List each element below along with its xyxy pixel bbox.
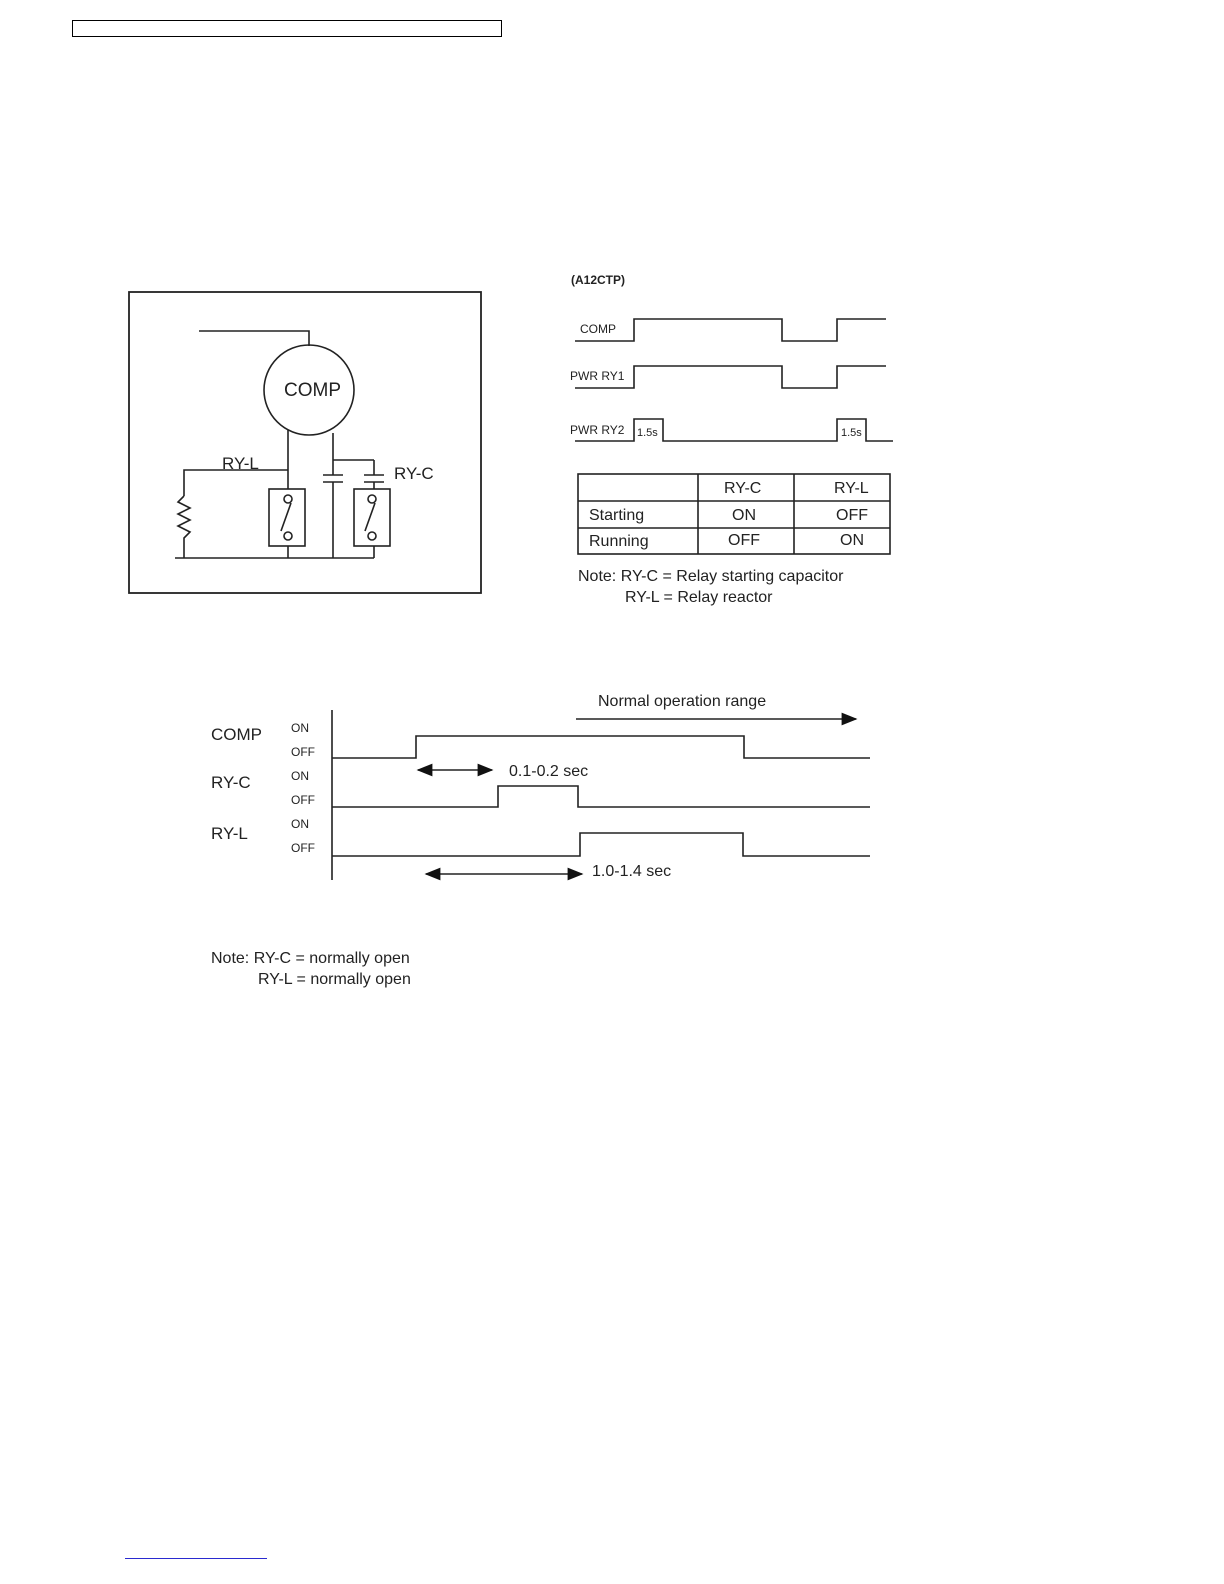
note1-line1: Note: RY-C = Relay starting capacitor [578, 568, 844, 585]
ry-c-relay [354, 489, 390, 546]
timing-ry-l-off: OFF [291, 841, 315, 855]
pulse-label-first: 1.5s [637, 427, 658, 439]
timing-ry-l-wave [332, 833, 870, 856]
ry-l-relay [269, 489, 305, 546]
timing-comp-on: ON [291, 721, 309, 735]
table-header-ry-c: RY-C [724, 480, 762, 497]
ry-l-label: RY-L [222, 454, 259, 473]
timing-comp-off: OFF [291, 745, 315, 759]
table-row-starting-label: Starting [589, 507, 645, 524]
table-header-ry-l: RY-L [834, 480, 869, 497]
pulse-label-second: 1.5s [841, 427, 862, 439]
timing-ry-c-name: RY-C [211, 773, 251, 792]
table-running-ry-c: OFF [728, 532, 760, 549]
a12ctp-pwr-ry1-label: PWR RY1 [570, 369, 625, 383]
a12ctp-comp-wave [575, 319, 886, 341]
circuit-diagram [129, 292, 481, 593]
reactor-resistor [178, 496, 190, 558]
timing-ry-l-name: RY-L [211, 824, 248, 843]
table-running-ry-l: ON [840, 532, 864, 549]
a12ctp-comp-label: COMP [580, 322, 616, 336]
timing-ry-c-on: ON [291, 769, 309, 783]
table-starting-ry-l: OFF [836, 507, 868, 524]
a12ctp-pwr-ry2-label: PWR RY2 [570, 423, 625, 437]
timing-ry-c-off: OFF [291, 793, 315, 807]
circuit-frame [129, 292, 481, 593]
table-row-running-label: Running [589, 533, 649, 550]
timing-diagram [332, 710, 870, 880]
a12ctp-title: (A12CTP) [571, 273, 626, 287]
note2-line1: Note: RY-C = normally open [211, 950, 410, 967]
note1-line2: RY-L = Relay reactor [625, 589, 773, 606]
normal-range-label: Normal operation range [598, 693, 767, 710]
ry-c-label: RY-C [394, 464, 434, 483]
table-starting-ry-c: ON [732, 507, 756, 524]
short-interval-label: 0.1-0.2 sec [509, 763, 589, 780]
timing-comp-wave [332, 736, 870, 758]
footer-link-line [125, 1558, 267, 1559]
note2-line2: RY-L = normally open [258, 971, 411, 988]
long-interval-label: 1.0-1.4 sec [592, 863, 672, 880]
timing-ry-l-on: ON [291, 817, 309, 831]
timing-comp-name: COMP [211, 725, 262, 744]
timing-ry-c-wave [332, 786, 870, 807]
comp-label: COMP [284, 380, 341, 401]
